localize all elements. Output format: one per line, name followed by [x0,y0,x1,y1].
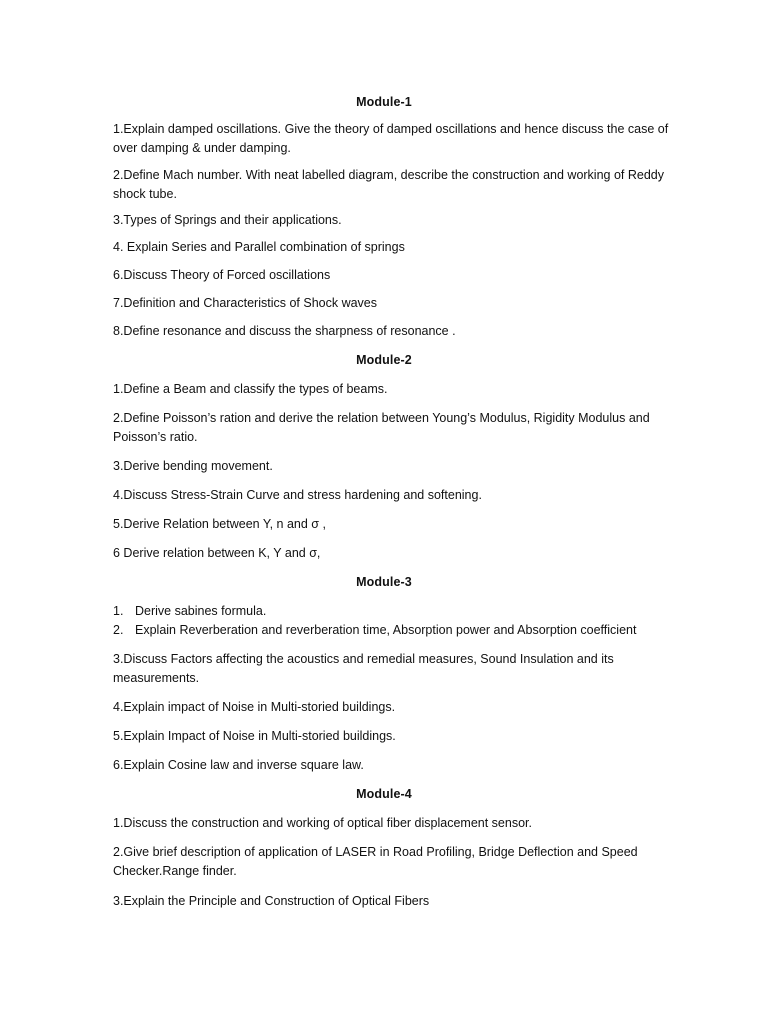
module-3-question-3: 3.Discuss Factors affecting the acoustics and remedial measures, Sound Insulation and its measurements. [113,652,614,685]
module-1-question-2: 2.Define Mach number. With neat labelled diagram, describe the construction and working of Reddy shock tube. [113,168,664,201]
module-3-list-item-2: Explain Reverberation and reverberation time, Absorption power and Absorption coefficient [135,623,637,637]
module-2-question-1: 1.Define a Beam and classify the types of beams. [113,382,388,396]
module-3-question-4: 4.Explain impact of Noise in Multi-storied buildings. [113,700,396,714]
module-4-question-1: 1.Discuss the construction and working of optical fiber displacement sensor. [113,816,532,830]
module-1-question-6: 6.Discuss Theory of Forced oscillations [113,268,331,282]
module-2-heading: Module-2 [356,353,412,367]
module-4-question-3: 3.Explain the Principle and Construction of Optical Fibers [113,894,430,908]
module-3-question-5: 5.Explain Impact of Noise in Multi-storied buildings. [113,729,396,743]
module-3-question-6: 6.Explain Cosine law and inverse square law. [113,758,364,772]
module-1-heading: Module-1 [356,95,412,109]
module-3-list-item-1: Derive sabines formula. [135,604,267,618]
module-4-question-2: 2.Give brief description of application of LASER in Road Profiling, Bridge Deflection and Speed Checker.Range finder. [113,845,638,878]
module-1-question-1: 1.Explain damped oscillations. Give the theory of damped oscillations and hence discuss the case of over damping & under damping. [113,122,669,155]
module-1-question-7: 7.Definition and Characteristics of Shock waves [113,296,378,310]
module-2-question-4: 4.Discuss Stress-Strain Curve and stress hardening and softening. [113,488,482,502]
module-1-question-3: 3.Types of Springs and their applications. [113,213,342,227]
module-4-heading: Module-4 [356,787,412,801]
module-3-list-number-2: 2. [113,623,124,637]
module-2-question-5: 5.Derive Relation between Y, n and σ , [113,517,326,531]
module-2-question-6: 6 Derive relation between K, Y and σ, [113,546,321,560]
module-3-list-number-1: 1. [113,604,124,618]
module-2-question-2: 2.Define Poisson’s ration and derive the relation between Young’s Modulus, Rigidity Modulus and Poisson’s ratio. [113,411,650,444]
module-3-heading: Module-3 [356,575,412,589]
module-1-question-8: 8.Define resonance and discuss the sharpness of resonance . [113,324,456,338]
module-1-question-4: 4. Explain Series and Parallel combination of springs [113,240,405,254]
module-2-question-3: 3.Derive bending movement. [113,459,273,473]
